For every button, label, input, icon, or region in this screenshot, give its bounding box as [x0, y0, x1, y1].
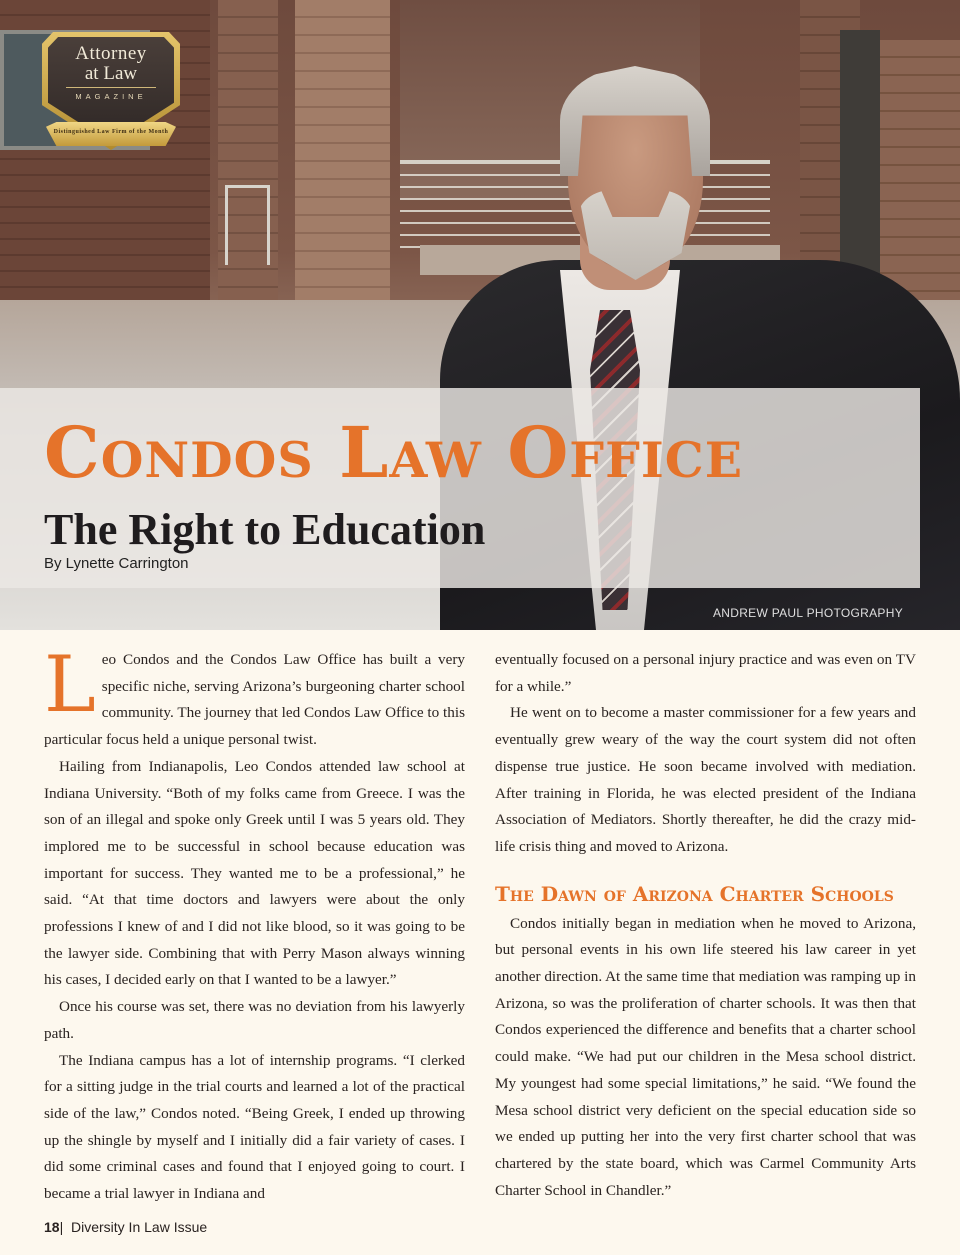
- paragraph: Condos initially began in mediation when he moved to Arizona, but personal events in his own life steered his law career in yet another direction. At the same time that mediation was ramping up in Arizona, so was the proliferation of charter schools. It was then that Condos experienced the difference and benefits that a charter school could make. “We had put our children in the Mesa school district. My youngest had some special limitations,” he said. “We found the Mesa school district very deficient on the special education side so we ended up putting her into the very first charter school that was chartered by the state board, which was Carmel Community Arts Charter School in Chandler.”: [495, 914, 916, 1199]
- byline: By Lynette Carrington: [44, 555, 189, 572]
- section-heading: The Dawn of Arizona Charter Schools: [495, 881, 894, 906]
- page-footer: [44, 1219, 207, 1235]
- railing: [225, 185, 270, 265]
- paragraph: Once his course was set, there was no deviation from his lawyerly path.: [44, 998, 465, 1042]
- badge-line1: Attorney: [75, 43, 147, 64]
- badge-divider: [66, 87, 156, 88]
- article-title: Condos Law Office: [44, 411, 744, 494]
- article-column-left: [44, 640, 465, 1208]
- drop-cap: L: [44, 640, 96, 730]
- article-column-right: [495, 647, 916, 1204]
- footer-separator: |: [59, 1219, 64, 1235]
- badge-line2: at Law: [84, 63, 138, 84]
- paragraph-text: eo Condos and the Condos Law Office has built a very specific niche, serving Arizona’s burgeoning charter school community. The journey that led Condos Law Office to this particular focus held a unique personal twist.: [44, 651, 465, 749]
- issue-name: Diversity In Law Issue: [71, 1219, 208, 1235]
- article-subtitle: The Right to Education: [44, 505, 486, 554]
- paragraph: The Indiana campus has a lot of internship programs. “I clerked for a sitting judge in the trial courts and learned a lot of the practical side of the law,” Condos noted. “Being Greek, I ended up throwing up the shingle by myself and I initially did a fair variety of cases. I did some criminal cases and found that I enjoyed going to court. I became a trial lawyer in Indiana and: [44, 1051, 465, 1203]
- paragraph: Hailing from Indianapolis, Leo Condos attended law school at Indiana University. “Both of my folks came from Greece. I was the son of an illegal and spoke only Greek until I was 5 years old. They implored me to be successful in school because education was important for success. They wanted me to be a professional,” he said. “At that time doctors and lawyers were about the only professions I knew of and I did not like blood, so it was going to be the lawyer side. Combining that with Perry Mason always winning his cases, I decided early on that I wanted to be a lawyer.”: [44, 757, 465, 989]
- page-number: 18: [44, 1219, 60, 1235]
- badge-ribbon-text: Distinguished Law Firm of the Month: [53, 129, 169, 135]
- badge-line3: MAGAZINE: [75, 92, 147, 101]
- paragraph: He went on to become a master commissioner for a few years and eventually grew weary of the way the court system did not often dispense true justice. He soon became involved with mediation. After training in Florida, he was elected president of the Indiana Association of Mediators. Shortly thereafter, he did the crazy mid-life crisis thing and moved to Arizona.: [495, 704, 916, 855]
- magazine-badge-logo: [42, 32, 180, 160]
- paragraph: [44, 640, 465, 754]
- paragraph: eventually focused on a personal injury practice and was even on TV for a while.”: [495, 651, 916, 695]
- photo-credit: ANDREW PAUL PHOTOGRAPHY: [712, 606, 903, 620]
